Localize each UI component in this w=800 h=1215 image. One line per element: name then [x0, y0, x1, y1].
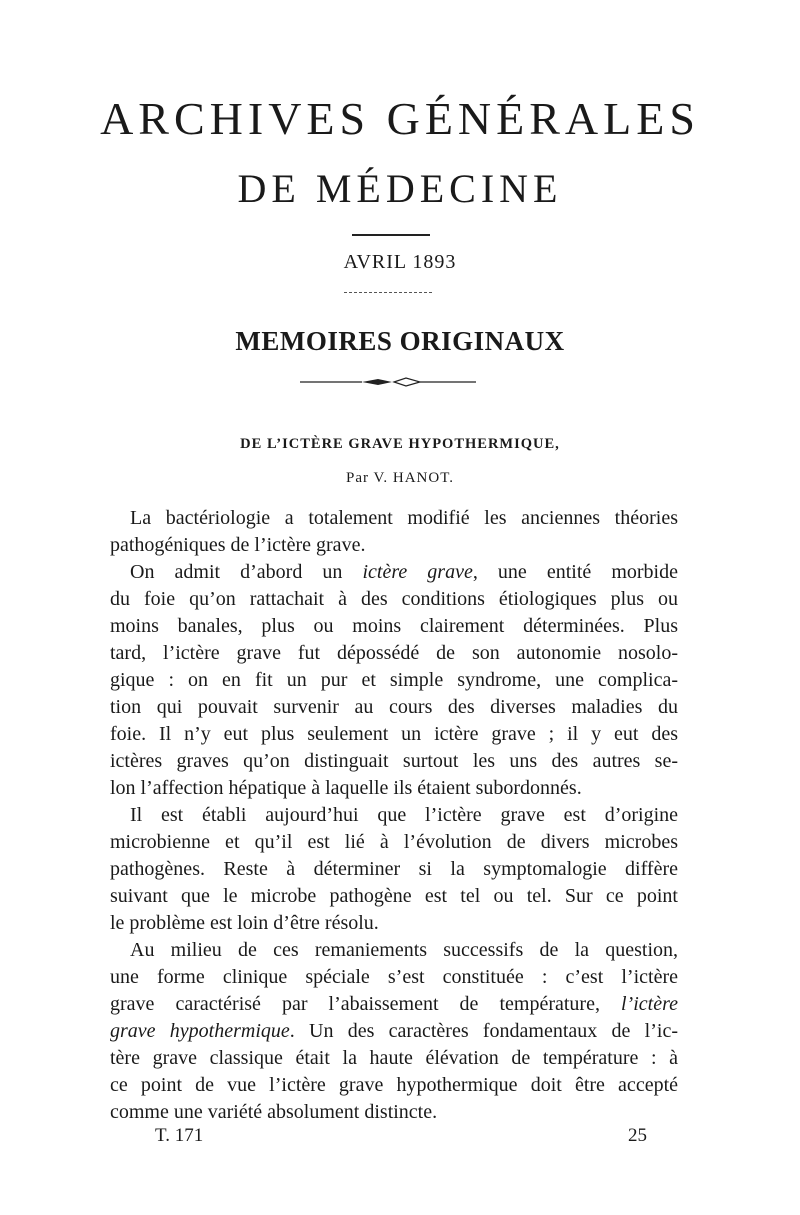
text-line — [130, 939, 678, 966]
section-heading: MEMOIRES ORIGINAUX — [235, 326, 565, 356]
text-line — [130, 561, 678, 588]
italic-term: l’ictère — [620, 993, 678, 1015]
italic-term: grave hypothermique — [110, 1020, 290, 1042]
text-line — [110, 723, 678, 750]
line-text: tard, l’ictère grave fut dépossédé de son autonomie nosolo- — [110, 642, 678, 664]
text-line — [110, 1047, 678, 1074]
line-text: La bactériologie a totalement modifié les anciennes théories — [130, 507, 678, 529]
text-line — [110, 885, 678, 912]
line-text: grave caractérisé par l’abaissement de température, — [110, 993, 621, 1015]
text-line — [110, 993, 678, 1020]
line-text: tion qui pouvait survenir au cours des diverses maladies du — [110, 696, 678, 718]
line-text: suivant que le microbe pathogène est tel ou tel. Sur ce point — [110, 885, 678, 907]
text-line — [110, 696, 678, 723]
line-text: comme une variété absolument distincte. — [110, 1101, 438, 1123]
line-text: Au milieu de ces remaniements successifs de la question, — [130, 939, 678, 961]
text-line — [110, 669, 678, 696]
text-line — [110, 966, 678, 993]
text-line — [110, 831, 678, 858]
text-line — [110, 642, 678, 669]
text-line — [110, 912, 678, 939]
line-text: une forme clinique spéciale s’est constituée : c’est l’ictère — [110, 966, 678, 988]
text-line — [110, 588, 678, 615]
text-line — [110, 858, 678, 885]
line-text: Il est établi aujourd’hui que l’ictère grave est d’origine — [130, 804, 678, 826]
line-text: . Un des caractères fondamentaux de l’ic- — [289, 1020, 678, 1042]
text-line — [110, 1101, 678, 1128]
line-text: le problème est loin d’être résolu. — [110, 912, 379, 934]
text-line — [110, 777, 678, 804]
journal-subtitle: DE MÉDECINE — [237, 166, 563, 211]
article-byline: Par V. HANOT. — [345, 470, 454, 486]
line-text: foie. Il n’y eut plus seulement un ictère grave ; il y eut des — [110, 723, 678, 745]
date-rule — [344, 292, 432, 293]
text-line — [110, 1020, 678, 1047]
ornament-divider — [300, 375, 476, 389]
line-text: tère grave classique était la haute élévation de température : à — [110, 1047, 678, 1069]
text-line — [110, 615, 678, 642]
line-text: pathogènes. Reste à déterminer si la symptomalogie diffère — [110, 858, 678, 880]
line-text: ce point de vue l’ictère grave hypothermique doit être accepté — [110, 1074, 678, 1096]
text-line — [130, 507, 678, 534]
text-line — [110, 534, 678, 561]
journal-title: ARCHIVES GÉNÉRALES — [100, 93, 700, 144]
line-text: microbienne et qu’il est lié à l’évolution de divers microbes — [110, 831, 678, 853]
volume-number: T. 171 — [155, 1125, 204, 1146]
text-line — [110, 1074, 678, 1101]
title-rule — [352, 234, 430, 236]
text-line — [110, 750, 678, 777]
signature-mark: 25 — [628, 1125, 647, 1146]
line-text: moins banales, plus ou moins clairement déterminées. Plus — [110, 615, 678, 637]
italic-term: ictère grave — [362, 561, 473, 583]
line-text: gique : on en fit un pur et simple syndrome, une complica- — [110, 669, 678, 691]
line-text: pathogéniques de l’ictère grave. — [110, 534, 366, 556]
issue-date: AVRIL 1893 — [343, 251, 457, 273]
text-line — [130, 804, 678, 831]
line-text: lon l’affection hépatique à laquelle ils étaient subordonnés. — [110, 777, 582, 799]
line-text: du foie qu’on rattachait à des conditions étiologiques plus ou — [110, 588, 678, 610]
line-text: ictères graves qu’on distinguait surtout les uns des autres se- — [110, 750, 678, 772]
article-title: DE L’ICTÈRE GRAVE HYPOTHERMIQUE, — [240, 436, 560, 452]
line-text: On admit d’abord un — [130, 561, 363, 583]
line-text: , une entité morbide — [472, 561, 678, 583]
